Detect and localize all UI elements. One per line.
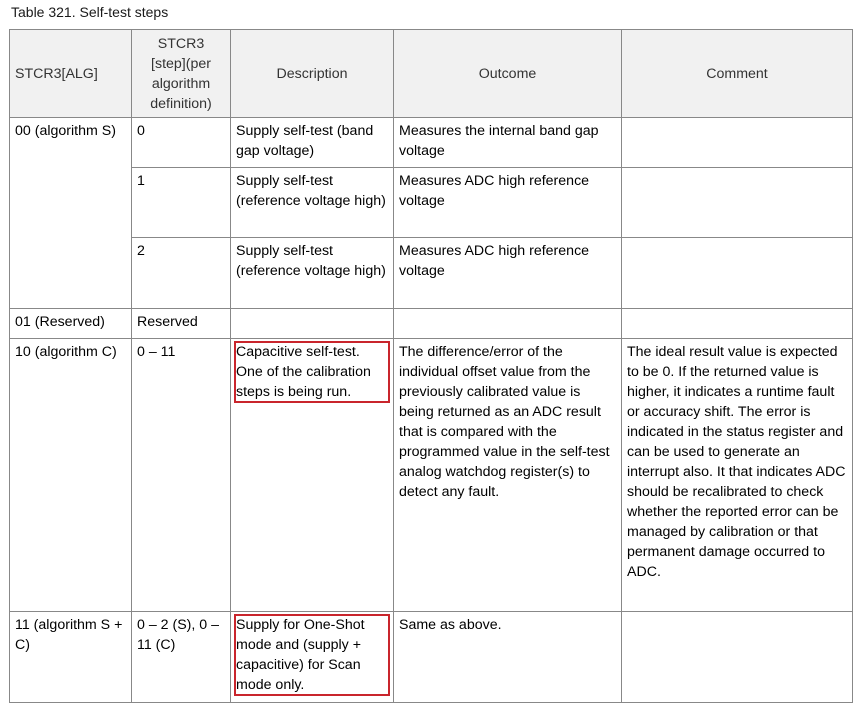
cell-outcome: Same as above. [394,612,622,703]
cell-description: Supply self-test (reference voltage high) [231,168,394,238]
table-row [10,309,853,339]
cell-step: 1 [132,168,231,238]
self-test-steps-table [9,29,853,703]
highlight-box [233,340,391,404]
header-outcome: Outcome [394,30,622,118]
table-row [10,238,853,309]
cell-outcome: Measures ADC high reference voltage [394,238,622,309]
highlight-box [233,613,391,697]
cell-step: 0 – 2 (S), 0 – 11 (C) [132,612,231,703]
cell-alg: 00 (algorithm S) [10,118,132,309]
header-description: Description [231,30,394,118]
header-comment: Comment [622,30,853,118]
cell-comment: The ideal result value is expected to be 0. If the returned value is higher, it indicates a runtime fault or accuracy shift. The error is indicated in the status register and can be used to generate an interrupt also. It that indicates ADC should be recalibrated to check whether the reported error can be managed by calibration or that permanent damage occurred to ADC. [622,339,853,612]
table-row [10,118,853,168]
table-row [10,168,853,238]
cell-comment [622,238,853,309]
cell-comment [622,309,853,339]
cell-description: Supply self-test (band gap voltage) [231,118,394,168]
cell-outcome: Measures the internal band gap voltage [394,118,622,168]
cell-comment [622,118,853,168]
cell-step: 0 – 11 [132,339,231,612]
cell-description [231,309,394,339]
description-text: Capacitive self-test. One of the calibration steps is being run. [236,344,371,400]
header-alg: STCR3[ALG] [10,30,132,118]
cell-alg: 01 (Reserved) [10,309,132,339]
cell-comment [622,612,853,703]
cell-step: Reserved [132,309,231,339]
header-step: STCR3 [step](per algorithm definition) [132,30,231,118]
description-text: Supply for One-Shot mode and (supply + capacitive) for Scan mode only. [236,617,365,693]
cell-description [231,339,394,612]
table-row [10,612,853,703]
header-row [10,30,853,118]
cell-outcome: Measures ADC high reference voltage [394,168,622,238]
cell-description [231,612,394,703]
cell-comment [622,168,853,238]
cell-step: 2 [132,238,231,309]
cell-step: 0 [132,118,231,168]
cell-alg: 11 (algorithm S + C) [10,612,132,703]
table-caption: Table 321. Self-test steps [11,4,169,20]
cell-alg: 10 (algorithm C) [10,339,132,612]
cell-outcome [394,309,622,339]
cell-description: Supply self-test (reference voltage high) [231,238,394,309]
table-row [10,339,853,612]
cell-outcome: The difference/error of the individual offset value from the previously calibrated value is being returned as an ADC result that is compared with the programmed value in the self-test analog watchdog register(s) to detect any fault. [394,339,622,612]
